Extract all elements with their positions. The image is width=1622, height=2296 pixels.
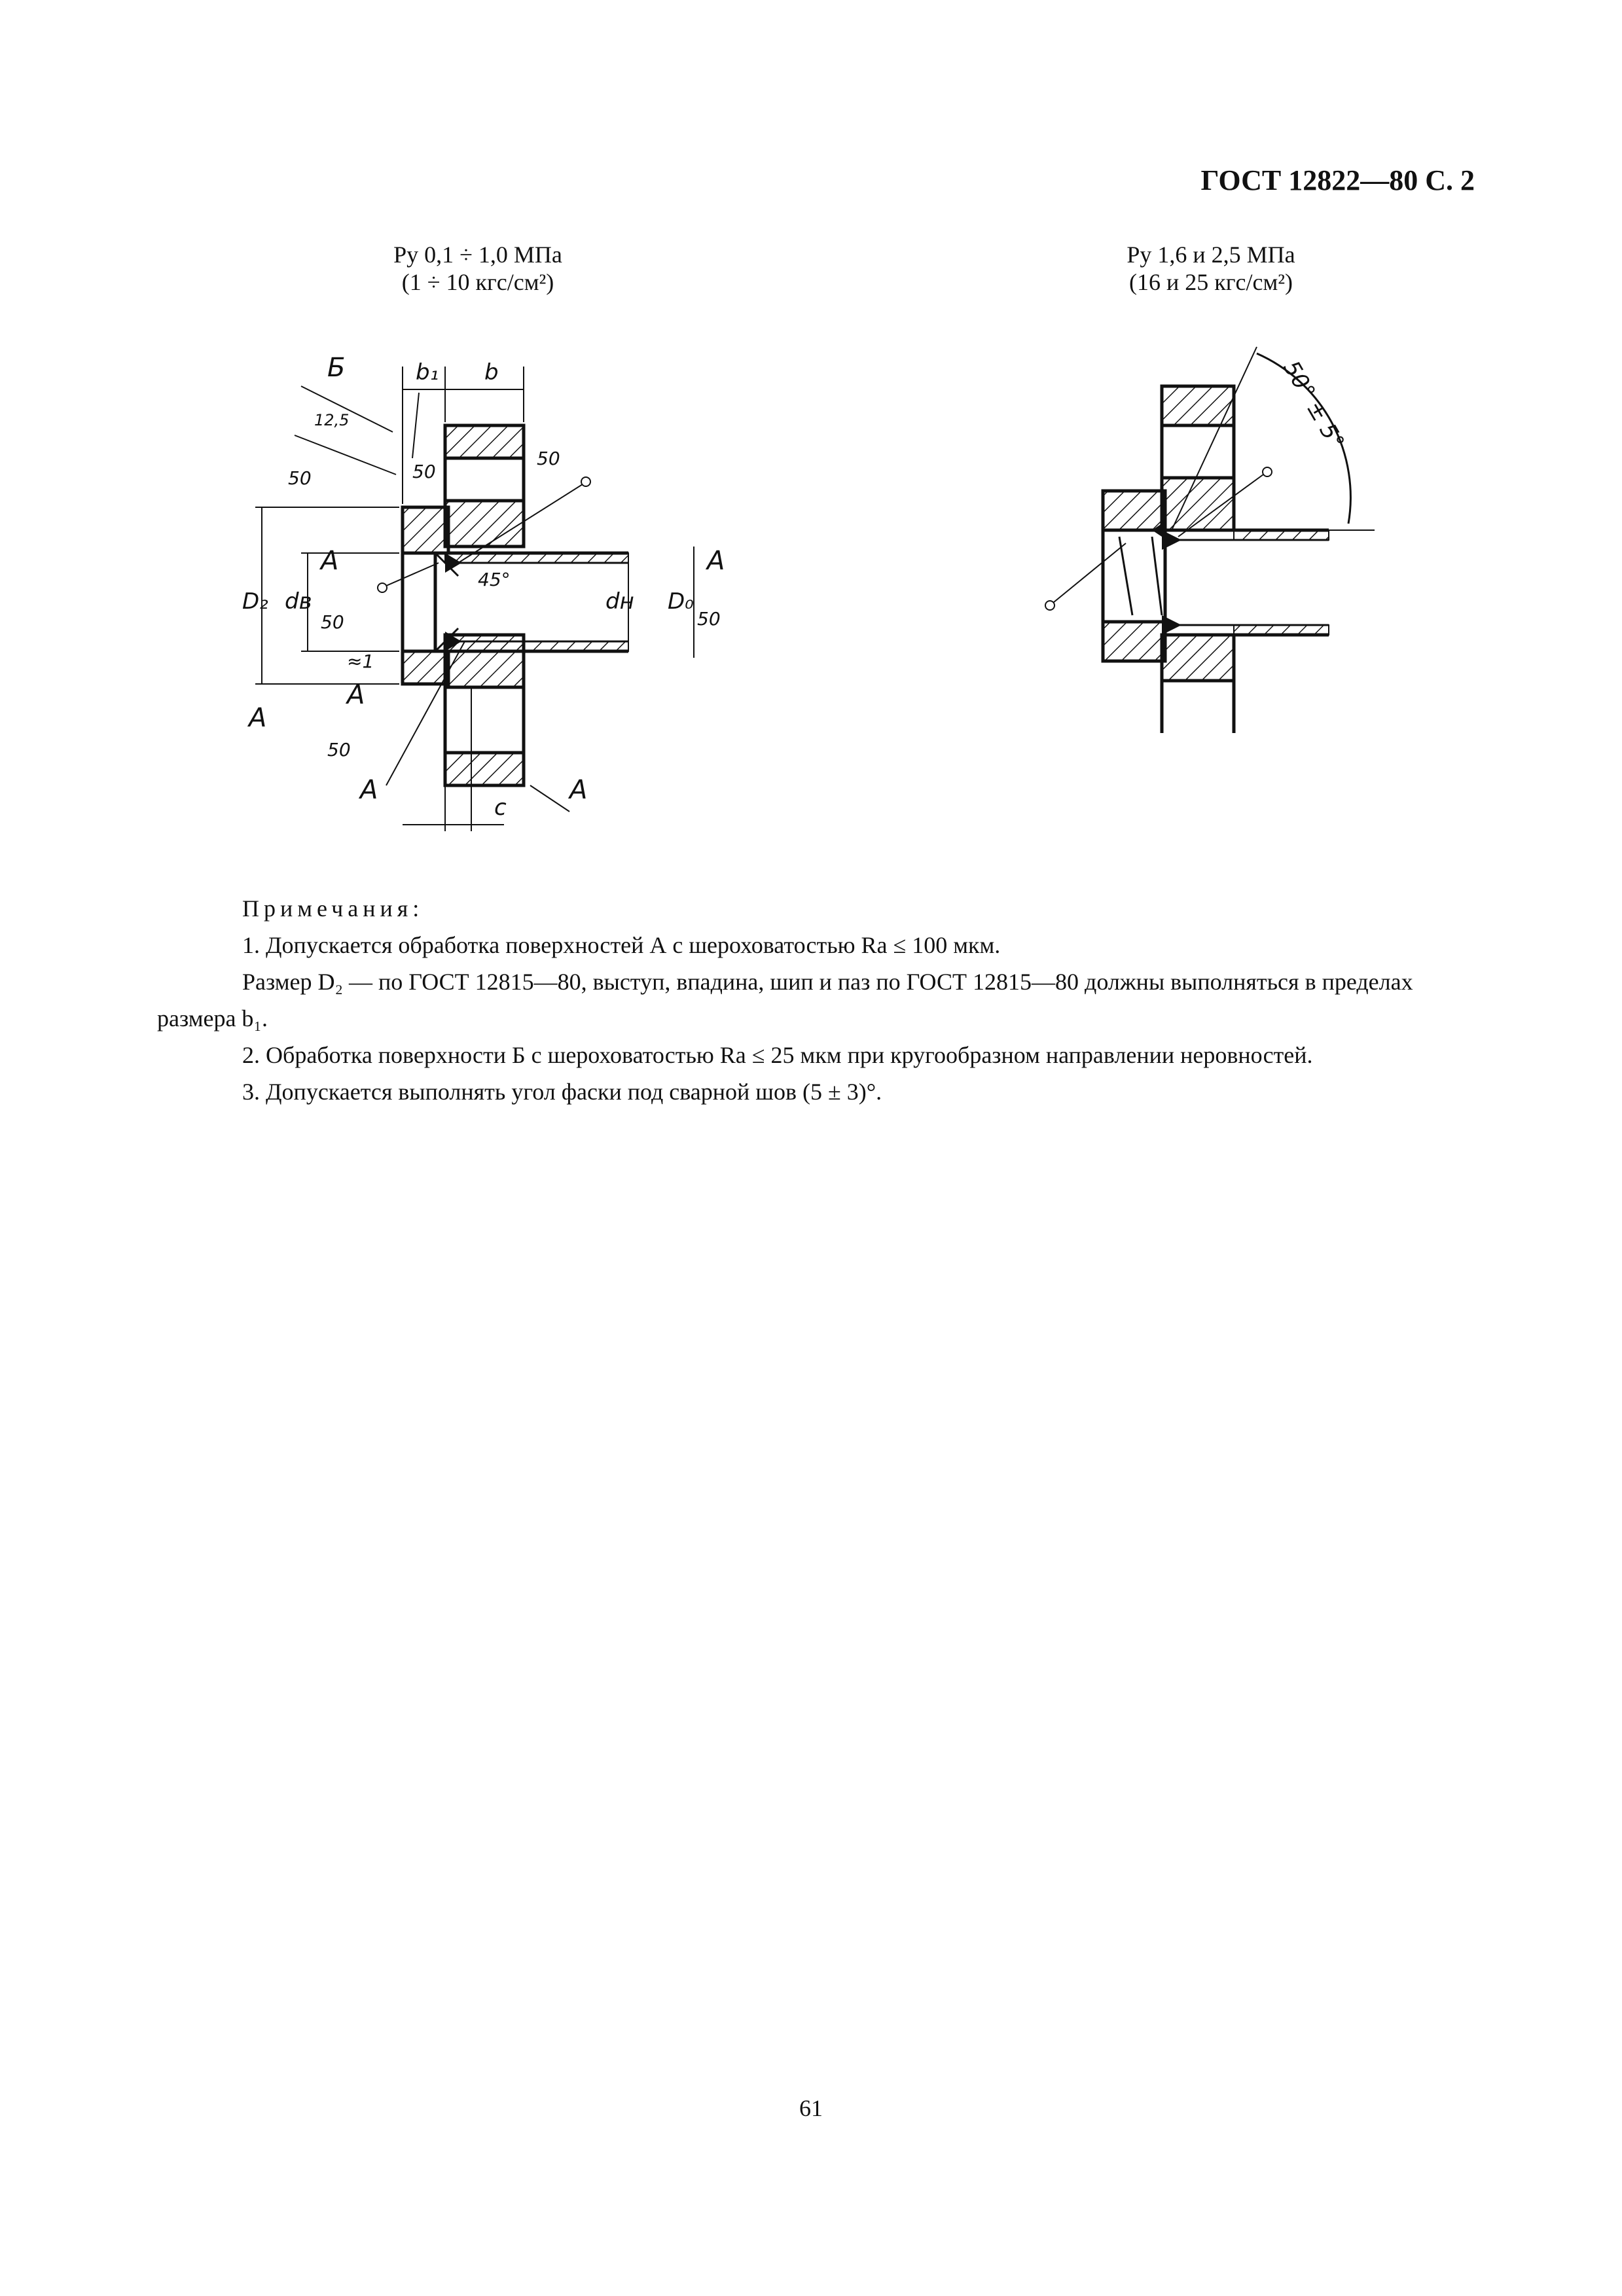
label-D2: D₂ [242, 588, 268, 615]
label-surface-a1: A [321, 546, 339, 576]
label-surface-a4: A [249, 703, 267, 733]
page-header: ГОСТ 12822—80 С. 2 [1200, 164, 1475, 196]
label-surface-a6: A [569, 775, 588, 805]
label-rough-50-b: 50 [537, 448, 560, 469]
label-surface-a3: A [347, 680, 365, 710]
label-surface-b: Б [327, 353, 346, 383]
note-2: 2. Обработка поверхности Б с шероховатостью Ra ≤ 25 мкм при кругообразном направлении неровностей. [242, 1042, 1313, 1068]
caption-right-line2: (16 и 25 кгс/см²) [1128, 269, 1293, 295]
notes-title: Примечания: [242, 895, 424, 922]
label-D0: D₀ [668, 588, 694, 615]
flange-drawing-left [223, 327, 759, 851]
caption-right [1073, 241, 1348, 296]
caption-left [340, 241, 615, 296]
label-b1: b₁ [416, 359, 439, 386]
flange-drawing-right [1021, 327, 1414, 733]
page-number: 61 [799, 2095, 823, 2121]
label-surface-a2: A [707, 546, 725, 576]
label-rough-50-f: 50 [327, 739, 351, 761]
label-rough-12-5: 12,5 [314, 411, 350, 429]
label-rough-50-c: 50 [288, 467, 312, 489]
label-dv: dв [285, 588, 312, 615]
caption-right-line1: Pу 1,6 и 2,5 МПа [1126, 242, 1295, 268]
label-angle-50: 50° ± 5° [1278, 356, 1350, 454]
caption-left-line1: Pу 0,1 ÷ 1,0 МПа [393, 242, 562, 268]
label-c: c [494, 795, 507, 821]
label-b: b [484, 359, 499, 386]
notes-section [157, 890, 1473, 1110]
label-approx-1: ≈1 [347, 651, 374, 672]
label-rough-50-a: 50 [412, 461, 436, 482]
label-surface-a5: A [360, 775, 378, 805]
note-1b: Размер D₂ — по ГОСТ 12815—80, выступ, впадина, шип и паз по ГОСТ 12815—80 должны выполняться в пределах размера b₁. [157, 969, 1413, 1031]
caption-left-line2: (1 ÷ 10 кгс/см²) [401, 269, 554, 295]
label-dn: dн [605, 588, 634, 615]
note-1: 1. Допускается обработка поверхностей А с шероховатостью Ra ≤ 100 мкм. [242, 932, 1001, 958]
label-rough-50-e: 50 [697, 608, 721, 630]
note-3: 3. Допускается выполнять угол фаски под сварной шов (5 ± 3)°. [242, 1079, 882, 1105]
label-rough-50-d: 50 [321, 611, 344, 633]
label-angle-45: 45° [478, 569, 511, 590]
